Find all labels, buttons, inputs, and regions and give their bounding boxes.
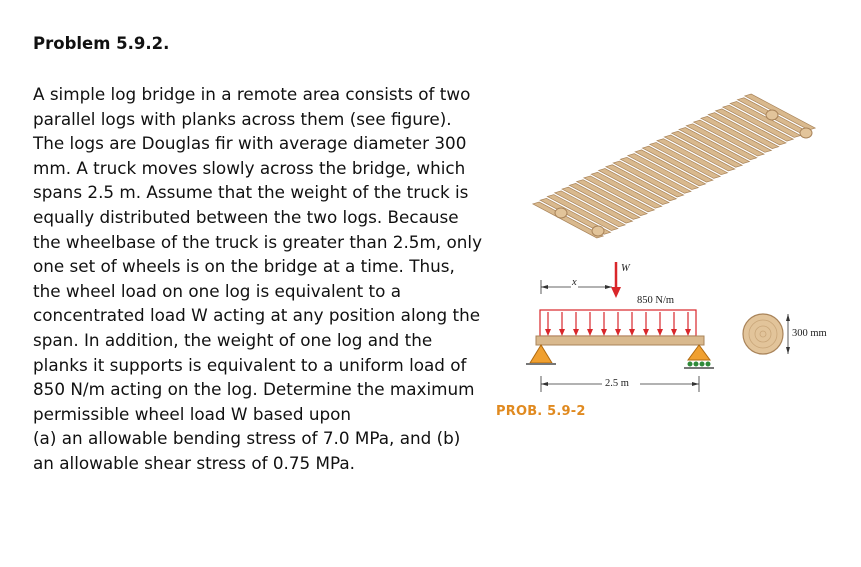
statement-line: The logs are Douglas fir with average diameter 300 [33, 133, 467, 154]
distributed-load-arrowhead [685, 329, 691, 336]
figure-caption: PROB. 5.9-2 [496, 404, 586, 419]
pin-support [530, 345, 552, 363]
statement-line: A simple log bridge in a remote area consists of two [33, 84, 471, 104]
distributed-load-arrowhead [559, 329, 565, 336]
statement-line: equally distributed between the two logs. Because [33, 206, 459, 227]
statement-line: permissible wheel load W based upon [33, 403, 352, 424]
statement-line: mm. A truck moves slowly across the bridge, which [33, 157, 466, 178]
statement-line: an allowable shear stress of 0.75 MPa. [33, 452, 355, 473]
distributed-load-arrowhead [587, 329, 593, 336]
statement-line: concentrated load W acting at any position along the [33, 305, 481, 326]
distributed-load-arrows [545, 312, 691, 336]
distributed-load-arrowhead [573, 329, 579, 336]
position-x-label: x [572, 277, 577, 288]
load-w-label: W [621, 263, 630, 274]
log-end [592, 226, 604, 236]
log-end [555, 208, 567, 218]
distributed-load-arrowhead [601, 329, 607, 336]
distributed-load-arrowhead [545, 329, 551, 336]
distributed-load-arrowhead [615, 329, 621, 336]
statement-line: (a) an allowable bending stress of 7.0 MPa, and (b) [33, 428, 461, 449]
statement-line: parallel logs with planks across them (see figure). [33, 108, 452, 129]
beam-diagram [526, 262, 714, 392]
distributed-load-label: 850 N/m [637, 295, 675, 306]
log-bridge-illustration [533, 94, 815, 238]
statement-line: 850 N/m acting on the log. Determine the maximum [33, 379, 475, 400]
distributed-load-arrowhead [671, 329, 677, 336]
statement-line: planks it supports is equivalent to a uniform load of [33, 354, 467, 375]
statement-line: the wheel load on one log is equivalent to a [33, 280, 402, 301]
log-cross-section [743, 314, 790, 354]
diameter-label: 300 mm [792, 328, 827, 339]
statement-line: one set of wheels is on the bridge at a time. Thus, [33, 256, 455, 277]
problem-title: Problem 5.9.2. [33, 34, 170, 53]
distributed-load-arrowhead [657, 329, 663, 336]
distributed-load-arrowhead [643, 329, 649, 336]
beam [536, 336, 704, 345]
span-label: 2.5 m [605, 378, 629, 389]
statement-line: the wheelbase of the truck is greater than 2.5m, only [33, 231, 482, 252]
statement-line: spans 2.5 m. Assume that the weight of the truck is [33, 182, 469, 203]
log-end [800, 128, 812, 138]
statement-line: span. In addition, the weight of one log and the [33, 329, 433, 350]
distributed-load-arrowhead [629, 329, 635, 336]
log-end [766, 110, 778, 120]
roller-support [688, 345, 710, 360]
